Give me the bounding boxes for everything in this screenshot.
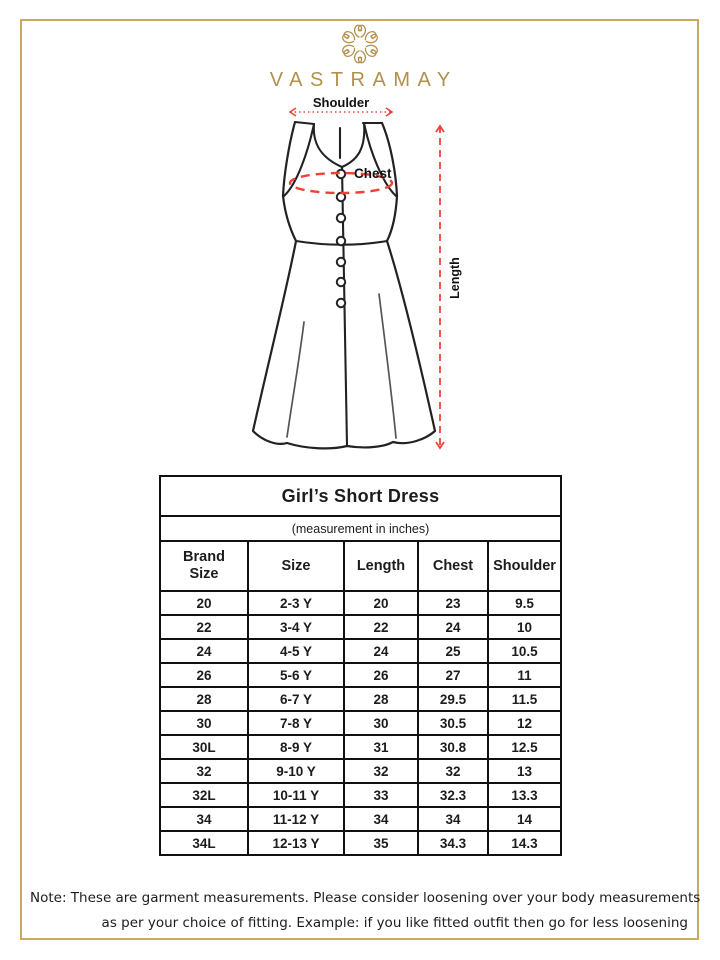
brand-header (0, 22, 720, 92)
size-cell: 32 (160, 759, 248, 783)
size-cell: 34 (160, 807, 248, 831)
size-cell: 22 (344, 615, 418, 639)
size-row (160, 759, 561, 783)
size-cell: 30L (160, 735, 248, 759)
size-cell: 3-4 Y (248, 615, 344, 639)
size-cell: 29.5 (418, 687, 488, 711)
size-row (160, 615, 561, 639)
size-cell: 2-3 Y (248, 591, 344, 615)
size-cell: 10-11 Y (248, 783, 344, 807)
size-cell: 28 (160, 687, 248, 711)
dress-measurement-diagram (235, 96, 475, 468)
brand-emblem-icon (334, 22, 386, 66)
size-cell: 4-5 Y (248, 639, 344, 663)
size-cell: 11 (488, 663, 561, 687)
size-chart-title: Girl’s Short Dress (160, 476, 561, 516)
size-chart-title-row (160, 476, 561, 516)
size-cell: 34L (160, 831, 248, 855)
size-cell: 12 (488, 711, 561, 735)
chest-label: Chest (354, 166, 392, 181)
size-cell: 14.3 (488, 831, 561, 855)
garment-note (30, 886, 701, 936)
size-cell: 12.5 (488, 735, 561, 759)
size-cell: 20 (160, 591, 248, 615)
size-cell: 30 (344, 711, 418, 735)
size-cell: 33 (344, 783, 418, 807)
column-header: Shoulder (488, 541, 561, 591)
size-row (160, 711, 561, 735)
column-header: Chest (418, 541, 488, 591)
size-cell: 9.5 (488, 591, 561, 615)
brand-logo-text: VASTRAMAY (269, 69, 458, 91)
size-cell: 30.8 (418, 735, 488, 759)
column-header: Length (344, 541, 418, 591)
size-cell: 34 (344, 807, 418, 831)
size-cell: 31 (344, 735, 418, 759)
size-cell: 10.5 (488, 639, 561, 663)
size-cell: 32 (418, 759, 488, 783)
size-cell: 23 (418, 591, 488, 615)
size-cell: 34 (418, 807, 488, 831)
column-header: Brand Size (160, 541, 248, 591)
size-chart-subtitle: (measurement in inches) (160, 516, 561, 541)
size-cell: 8-9 Y (248, 735, 344, 759)
size-cell: 26 (160, 663, 248, 687)
size-chart-subtitle-row (160, 516, 561, 541)
size-cell: 32L (160, 783, 248, 807)
size-chart-header-row (160, 541, 561, 591)
size-row (160, 807, 561, 831)
size-row (160, 639, 561, 663)
note-line-1: Note: These are garment measurements. Please consider loosening over your body measurements (30, 890, 701, 906)
column-header: Size (248, 541, 344, 591)
length-measure-arrow (436, 126, 444, 448)
size-cell: 9-10 Y (248, 759, 344, 783)
size-cell: 34.3 (418, 831, 488, 855)
size-cell: 6-7 Y (248, 687, 344, 711)
size-row (160, 663, 561, 687)
size-cell: 24 (418, 615, 488, 639)
size-cell: 28 (344, 687, 418, 711)
size-cell: 14 (488, 807, 561, 831)
size-cell: 32.3 (418, 783, 488, 807)
size-cell: 25 (418, 639, 488, 663)
size-row (160, 831, 561, 855)
size-cell: 12-13 Y (248, 831, 344, 855)
size-cell: 11.5 (488, 687, 561, 711)
size-cell: 35 (344, 831, 418, 855)
size-cell: 13 (488, 759, 561, 783)
size-cell: 20 (344, 591, 418, 615)
size-cell: 24 (160, 639, 248, 663)
size-row (160, 783, 561, 807)
size-row (160, 687, 561, 711)
length-label: Length (448, 257, 462, 299)
size-cell: 5-6 Y (248, 663, 344, 687)
size-cell: 26 (344, 663, 418, 687)
size-cell: 7-8 Y (248, 711, 344, 735)
note-line-2: as per your choice of fitting. Example: if you like fitted outfit then go for less loosening (101, 915, 688, 931)
size-cell: 22 (160, 615, 248, 639)
size-cell: 30.5 (418, 711, 488, 735)
size-cell: 30 (160, 711, 248, 735)
size-row (160, 591, 561, 615)
size-cell: 27 (418, 663, 488, 687)
size-cell: 32 (344, 759, 418, 783)
size-chart-table (159, 475, 562, 856)
size-cell: 13.3 (488, 783, 561, 807)
size-row (160, 735, 561, 759)
shoulder-label: Shoulder (312, 96, 370, 110)
size-cell: 10 (488, 615, 561, 639)
size-cell: 24 (344, 639, 418, 663)
size-cell: 11-12 Y (248, 807, 344, 831)
size-chart-body (160, 591, 561, 855)
